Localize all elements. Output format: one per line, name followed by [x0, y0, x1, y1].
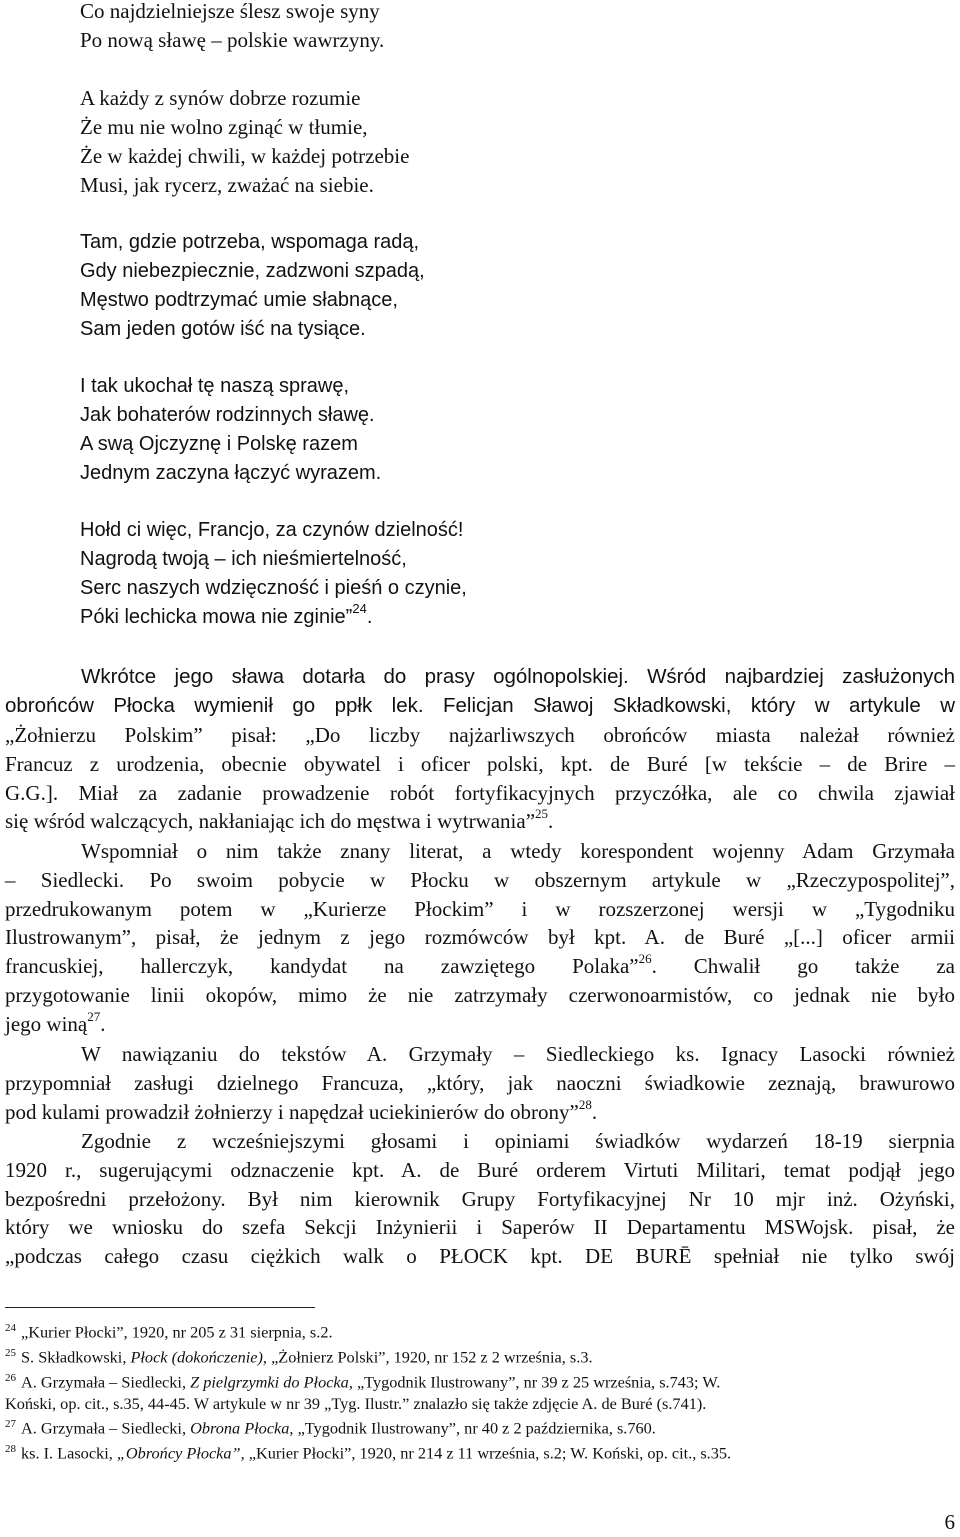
- verse-line: Gdy niebezpiecznie, zadzwoni szpadą,: [80, 260, 425, 282]
- footnote: [5, 1414, 955, 1439]
- paragraph-line: „podczas całego czasu ciężkich walk o PŁOCK kpt. DE BURĒ spełniał nie tylko swój: [5, 1244, 955, 1269]
- footnote: [5, 1343, 955, 1368]
- paragraph-line: przygotowanie linii okopów, mimo że nie zatrzymały czerwonoarmistów, co jednak nie było: [5, 982, 955, 1007]
- poem-stanza: [80, 372, 940, 488]
- paragraph-line: bezpośredni przełożony. Był nim kierownik Grupy Fortyfikacyjnej Nr 10 mjr inż. Ożyński,: [5, 1186, 955, 1211]
- paragraph-line: Wkrótce jego sława dotarła do prasy ogólnopolskiej. Wśród najbardziej zasłużonych: [81, 665, 955, 688]
- footnote-text: , „Żołnierz Polski”, 1920, nr 152 z 2 września, s.3.: [262, 1347, 593, 1367]
- paragraph-text: pod kulami prowadził żołnierzy i napędzał uciekinierów do obrony”: [5, 1099, 579, 1124]
- verse-line: [80, 603, 940, 632]
- footnote-text: A. Grzymała – Siedlecki,: [21, 1372, 191, 1392]
- footnote-title: Z pielgrzymki do Płocka: [190, 1372, 349, 1392]
- footnote-number: 24: [5, 1322, 16, 1334]
- paragraph-line: przedrukowanym potem w „Kurierze Płockim” i w rozszerzonej wersji w „Tygodniku: [5, 896, 955, 921]
- verse-line: Sam jeden gotów iść na tysiące.: [80, 318, 366, 340]
- punctuation: .: [366, 606, 373, 628]
- paragraph-text: się wśród walczących, nakłaniając ich do męstwa i wytrwania”: [5, 809, 536, 834]
- footnote-text: , „Tygodnik Ilustrowany”, nr 40 z 2 października, s.760.: [289, 1418, 656, 1438]
- verse-line: A każdy z synów dobrze rozumie: [80, 86, 361, 110]
- paragraph: [5, 1040, 955, 1126]
- verse-line: Co najdzielniejsze ślesz swoje syny: [80, 0, 380, 23]
- footnote-number: 25: [5, 1346, 16, 1359]
- footnote-ref: 26: [638, 951, 652, 967]
- poem-stanza: [80, 516, 940, 632]
- paragraph-text: francuskiej, hallerczyk, kandydat na zawziętego Polaka”: [5, 954, 639, 979]
- verse-line: Nagrodą twoją – ich nieśmiertelność,: [80, 548, 407, 570]
- verse-line: Po nową sławę – polskie wawrzyny.: [80, 28, 385, 52]
- footnote-continuation: Koński, op. cit., s.35, 44-45. W artykule w nr 39 „Tyg. Ilustr.” znalazło się także zdjęcie A. de Buré (s.741).: [5, 1393, 707, 1413]
- paragraph-line: Francuz z urodzenia, obecnie obywatel i oficer polski, kpt. de Buré [w tekście – de Brire –: [5, 751, 955, 776]
- paragraph-text: jego winą: [5, 1011, 88, 1036]
- paragraph-line: W nawiązaniu do tekstów A. Grzymały – Siedleckiego ks. Ignacy Lasocki również: [81, 1042, 955, 1066]
- footnote-title: Obrona Płocka: [190, 1418, 290, 1438]
- paragraph-text: . Chwalił go także za: [651, 954, 955, 979]
- verse-line: Serc naszych wdzięczność i pieśń o czynie,: [80, 577, 467, 599]
- paragraph-line: G.G.]. Miał za zadanie prowadzenie robót fortyfikacyjnych przyczółka, ale co chwila zjawiał: [5, 780, 955, 805]
- verse-line: Hołd ci więc, Francjo, za czynów dzielność!: [80, 519, 464, 541]
- footnote-title: „Obrońcy Płocka”: [116, 1443, 241, 1463]
- paragraph-continued: [5, 721, 955, 836]
- paragraph-line: Zgodnie z wcześniejszymi głosami i opiniami świadków wydarzeń 18-19 sierpnia: [81, 1129, 955, 1153]
- punctuation: .: [100, 1011, 106, 1036]
- footnote-text: , „Kurier Płocki”, 1920, nr 214 z 11 września, s.2; W. Koński, op. cit., s.35.: [240, 1443, 732, 1463]
- footnotes: [5, 1318, 955, 1464]
- footnote-number: 26: [5, 1371, 16, 1384]
- footnote-text: S. Składkowski,: [21, 1347, 131, 1367]
- paragraph-line: – Siedlecki. Po swoim pobycie w Płocku w obszernym artykule w „Rzeczypospolitej”,: [5, 867, 955, 892]
- paragraph-line: [5, 1010, 955, 1039]
- verse-line: Jednym zaczyna łączyć wyrazem.: [80, 462, 382, 484]
- paragraph-line: Wspomniał o nim także znany literat, a wtedy korespondent wojenny Adam Grzymała: [81, 839, 955, 863]
- paragraph-line: 1920 r., sugerującymi odznaczenie kpt. A. de Buré orderem Virtuti Militari, temat podjął jego: [5, 1157, 955, 1182]
- page-number: 6: [944, 1510, 955, 1534]
- paragraph-line: [5, 807, 955, 836]
- paragraph: [5, 1127, 955, 1271]
- footnote-ref: 27: [87, 1008, 101, 1024]
- verse-line: A swą Ojczyznę i Polskę razem: [80, 433, 358, 455]
- verse-text: Póki lechicka mowa nie zginie”: [80, 606, 353, 628]
- footnote-text: ks. I. Lasocki,: [21, 1443, 117, 1463]
- punctuation: .: [548, 809, 554, 834]
- verse-line: Musi, jak rycerz, zważać na siebie.: [80, 173, 374, 197]
- paragraph-line: [5, 1098, 955, 1127]
- footnote-ref: 25: [535, 806, 549, 822]
- paragraph: [5, 663, 955, 721]
- paragraph: [5, 837, 955, 1039]
- paragraph-line: [5, 952, 955, 981]
- footnote-number: 28: [5, 1443, 16, 1456]
- poem-stanza: [80, 0, 940, 55]
- footnote: [5, 1439, 955, 1464]
- paragraph-line: przypomniał zasługi dzielnego Francuza, „który, jak naoczni świadkowie zeznają, brawurowo: [5, 1070, 955, 1095]
- poem-stanza: [80, 228, 940, 344]
- paragraph-line: który we wniosku do szefa Sekcji Inżynierii i Saperów II Departamentu MSWojsk. pisał, że: [5, 1215, 955, 1240]
- footnote: [5, 1368, 955, 1393]
- paragraph-line: obrońców Płocka wymienił go ppłk lek. Felicjan Sławoj Składkowski, który w artykule w: [5, 693, 955, 717]
- footnote: [5, 1318, 955, 1343]
- verse-line: Jak bohaterów rodzinnych sławę.: [80, 404, 375, 426]
- verse-line: I tak ukochał tę naszą sprawę,: [80, 375, 350, 397]
- verse-line: Tam, gdzie potrzeba, wspomaga radą,: [80, 231, 420, 253]
- verse-line: Męstwo podtrzymać umie słabnące,: [80, 289, 398, 311]
- footnote-separator: [5, 1307, 315, 1308]
- footnote-number: 27: [5, 1418, 16, 1431]
- poem-stanza: [80, 84, 940, 200]
- paragraph-line: Ilustrowanym”, pisał, że jednym z jego rozmówców był kpt. A. de Buré „[...] oficer armii: [5, 925, 955, 950]
- verse-line: Że mu nie wolno zginąć w tłumie,: [80, 115, 368, 139]
- footnote-ref: 24: [352, 601, 367, 617]
- footnote-text: , „Tygodnik Ilustrowany”, nr 39 z 25 września, s.743; W.: [348, 1372, 721, 1392]
- footnote-text: „Kurier Płocki”, 1920, nr 205 z 31 sierpnia, s.2.: [21, 1322, 333, 1342]
- footnote-text: A. Grzymała – Siedlecki,: [21, 1418, 191, 1438]
- verse-line: Że w każdej chwili, w każdej potrzebie: [80, 144, 410, 168]
- footnote-title: Płock (dokończenie): [130, 1347, 263, 1367]
- footnote-ref: 28: [578, 1096, 592, 1112]
- punctuation: .: [591, 1099, 598, 1124]
- paragraph-line: „Żołnierzu Polskim” pisał: „Do liczby najżarliwszych obrońców miasta należał również: [5, 723, 955, 747]
